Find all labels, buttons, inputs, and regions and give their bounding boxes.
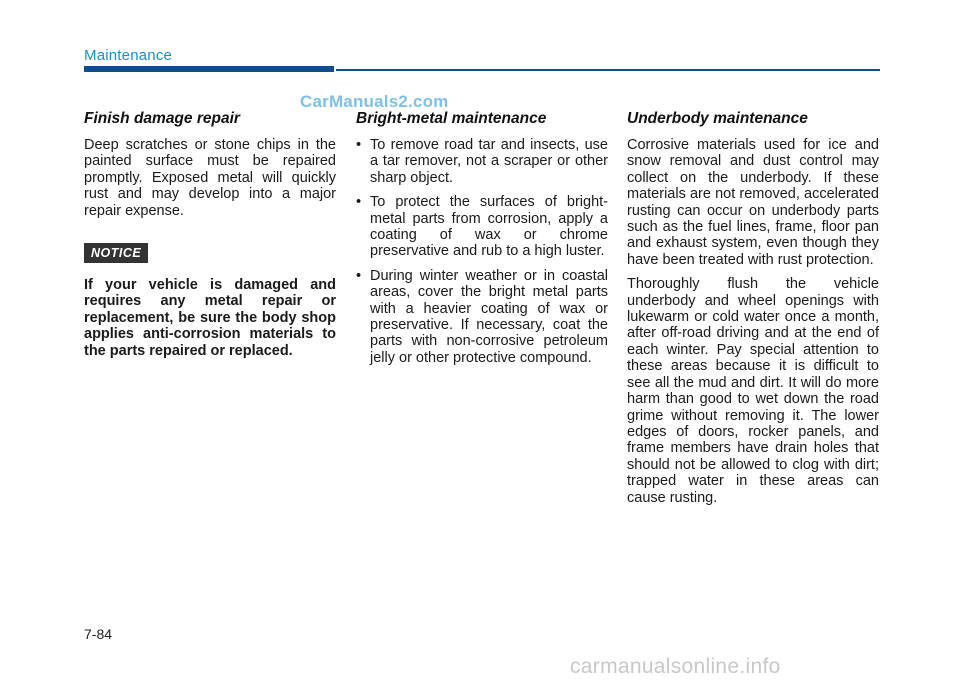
left-column	[84, 110, 336, 367]
list-item: • During winter weather or in coastal areas, cover the bright metal parts with a heavier coating of wax or preservative. If necessary, coat the parts with non-corrosive petroleum jelly or other protective compound.	[356, 267, 608, 366]
bright-metal-list	[356, 137, 608, 366]
bright-metal-title: Bright-metal maintenance	[356, 110, 547, 127]
notice-badge: NOTICE	[84, 243, 148, 263]
bullet-icon: •	[356, 137, 362, 153]
header-rule-thick	[84, 66, 334, 72]
finish-damage-title: Finish damage repair	[84, 110, 240, 127]
page-number: 7-84	[84, 626, 113, 642]
footer-watermark: carmanualsonline.info	[570, 655, 781, 678]
underbody-paragraph-2: Thoroughly flush the vehicle underbody and wheel openings with lukewarm or cold water once a month, after off-road driving and at the end of each winter. Pay special attention to these areas because it is difficult to see all the mud and dirt. It will do more harm than good to wet down the road grime without removing it. The lower edges of doors, rocker panels, and frame members have drain holes that should not be allowed to clog with dirt; trapped water in these areas can cause rusting.	[627, 276, 879, 506]
middle-column	[356, 110, 608, 374]
underbody-title: Underbody maintenance	[627, 110, 808, 127]
finish-damage-paragraph: Deep scratches or stone chips in the painted surface must be repaired promptly. Exposed metal will quickly rust and may develop into a major repair expense.	[84, 137, 336, 219]
list-item: • To protect the surfaces of bright-metal parts from corrosion, apply a coating of wax or chrome preservative and rub to a high luster.	[356, 194, 608, 260]
notice-text: If your vehicle is damaged and requires any metal repair or replacement, be sure the body shop applies anti-corrosion materials to the parts repaired or replaced.	[84, 277, 336, 359]
right-column	[627, 110, 879, 514]
watermark-logo: CarManuals2.com	[300, 92, 449, 111]
underbody-paragraph-1: Corrosive materials used for ice and snow removal and dust control may collect on the underbody. If these materials are not removed, accelerated rusting can occur on underbody parts such as the fuel lines, frame, floor pan and exhaust system, even though they have been treated with rust protection.	[627, 137, 879, 268]
bullet-icon: •	[356, 194, 362, 211]
section-header: Maintenance	[84, 47, 173, 64]
list-item: • To remove road tar and insects, use a tar remover, not a scraper or other sharp object.	[356, 137, 608, 186]
header-rule-thin	[336, 69, 880, 71]
bullet-icon: •	[356, 267, 362, 284]
